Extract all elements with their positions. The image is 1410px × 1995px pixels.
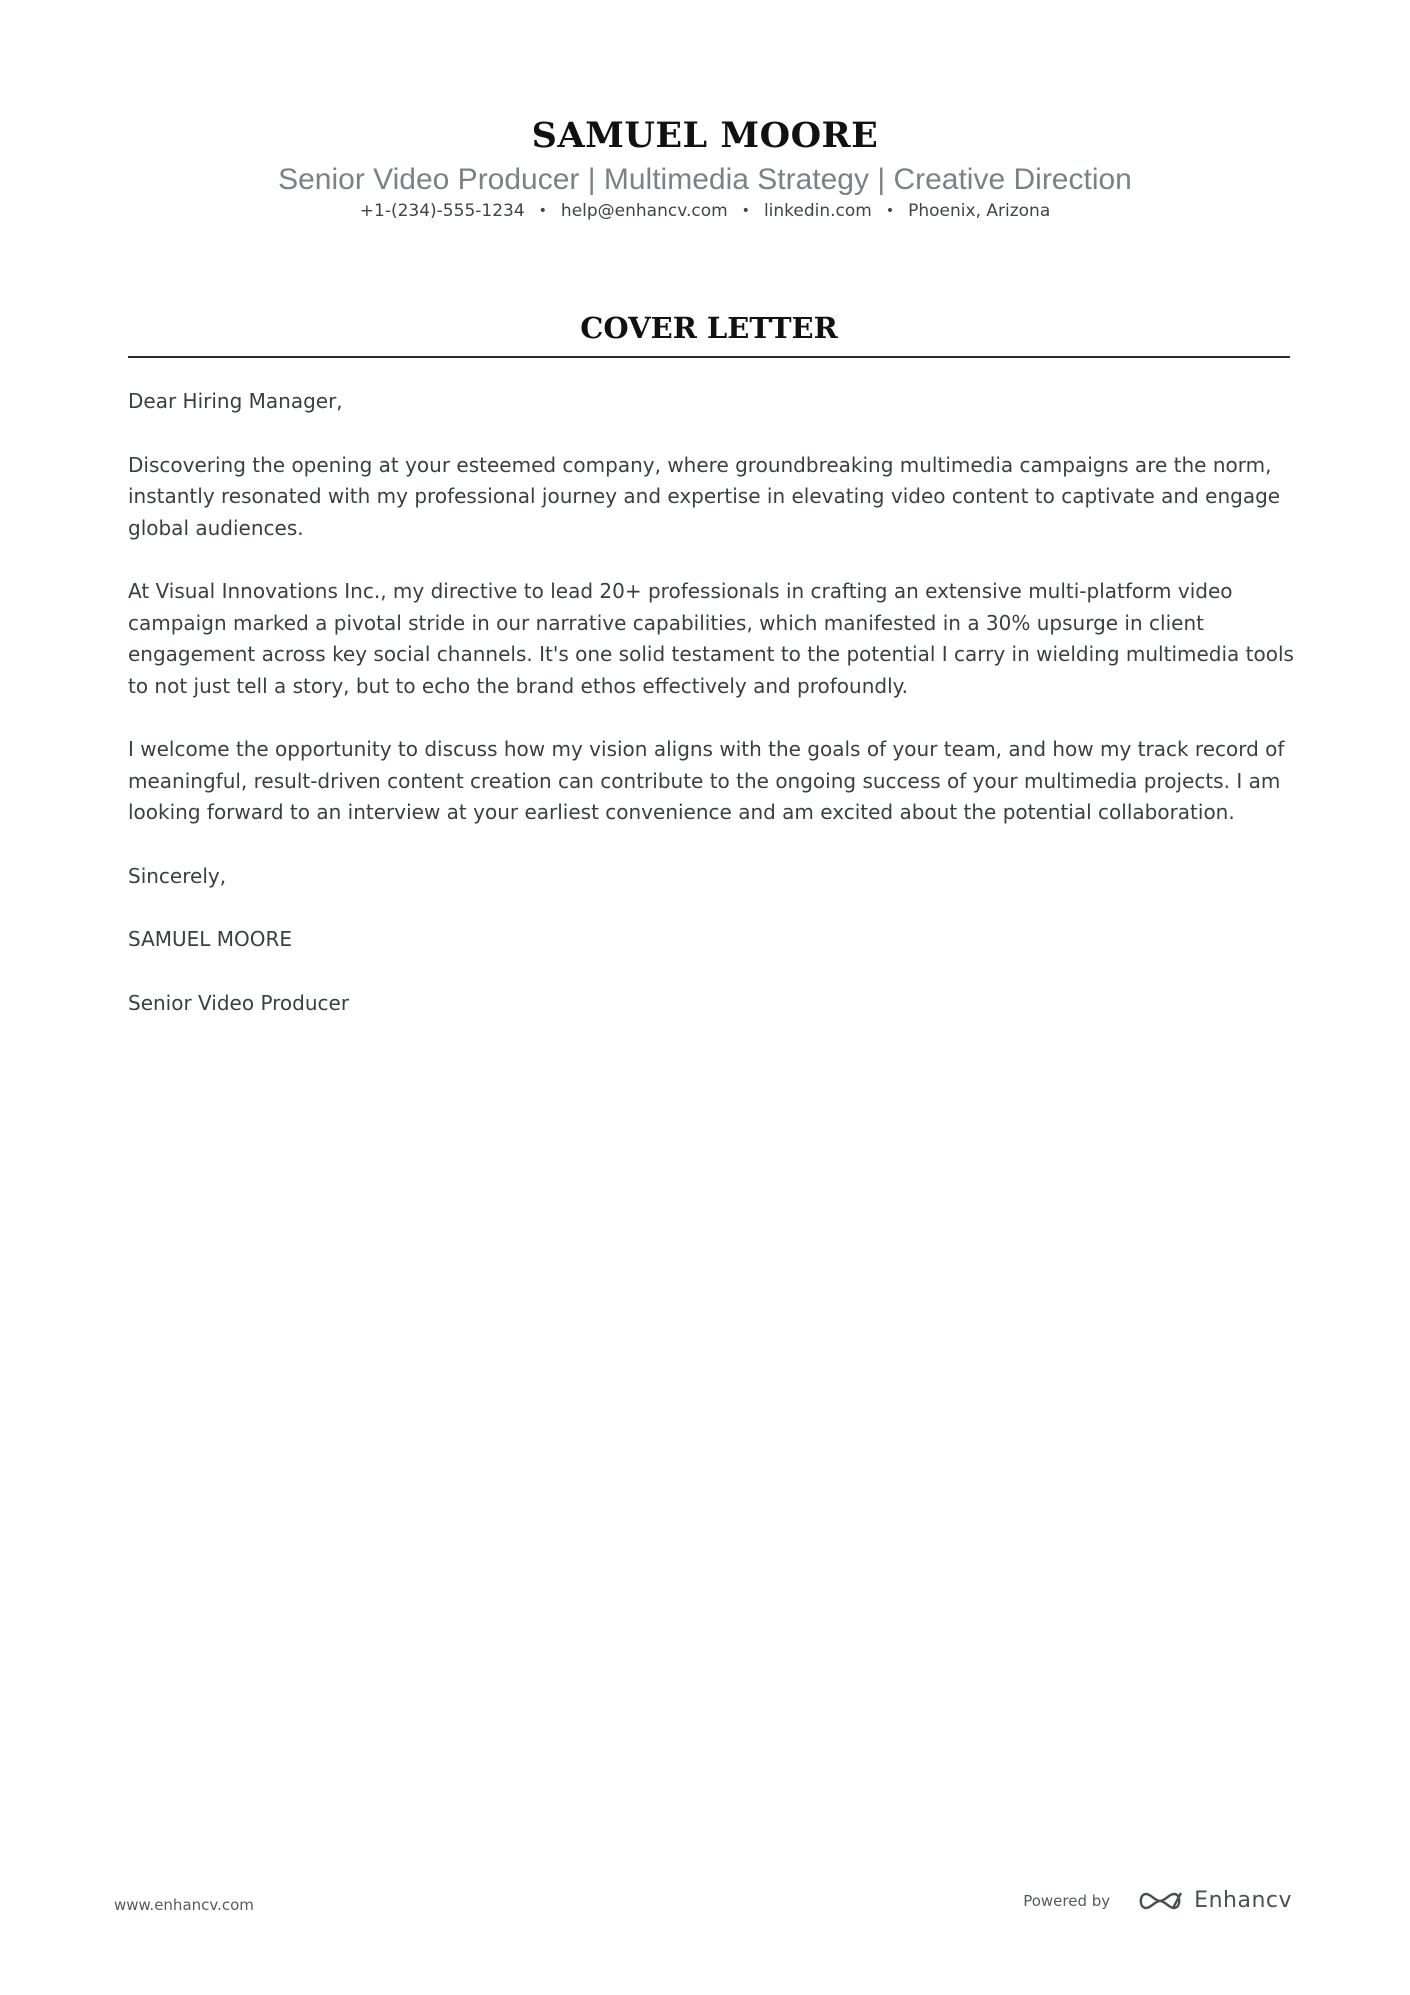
powered-by-label: Powered by	[1023, 1891, 1111, 1910]
contact-linkedin[interactable]: linkedin.com	[763, 201, 872, 221]
candidate-headline: Senior Video Producer | Multimedia Strategy | Creative Direction	[278, 163, 1132, 196]
contact-separator: •	[741, 203, 750, 219]
contact-line	[0, 200, 1410, 222]
letter-closing: Sincerely,	[128, 863, 227, 888]
letter-paragraph: I welcome the opportunity to discuss how my vision aligns with the goals of your team, and how my track record of meaningful, result-driven content creation can contribute to the ongoing success of your multimedia projects. I am looking forward to an interview at your earliest convenience and am excited about the potential collaboration.	[128, 737, 1285, 824]
contact-location: Phoenix, Arizona	[908, 201, 1051, 221]
contact-separator: •	[885, 203, 895, 219]
candidate-name: SAMUEL MOORE	[531, 115, 879, 156]
brand-name[interactable]: Enhancv	[1194, 1888, 1292, 1913]
contact-phone: +1-(234)-555-1234	[359, 201, 525, 221]
letter-paragraph: At Visual Innovations Inc., my directive to lead 20+ professionals in crafting an extensive multi-platform video campaign marked a pivotal stride in our narrative capabilities, which manifested in a 30% upsurge in client engagement across key social channels. It's one solid testament to the potential I carry in wielding multimedia tools to not just tell a story, but to echo the brand ethos effectively and profoundly.	[128, 579, 1294, 698]
letter-paragraph: Discovering the opening at your esteemed company, where groundbreaking multimedia campaigns are the norm, instantly resonated with my professional journey and expertise in elevating video content to captivate and engage global audiences.	[128, 452, 1281, 540]
signature-title: Senior Video Producer	[128, 990, 350, 1015]
footer-website[interactable]: www.enhancv.com	[114, 1896, 254, 1914]
contact-email[interactable]: help@enhancv.com	[560, 201, 728, 221]
letter-body	[128, 386, 1296, 1051]
contact-separator: •	[538, 203, 547, 219]
resume-header	[0, 112, 1410, 222]
enhancv-logo-icon	[1136, 1889, 1184, 1913]
letter-greeting: Dear Hiring Manager,	[128, 389, 343, 413]
section-title: COVER LETTER	[580, 311, 838, 345]
section-divider	[128, 356, 1290, 358]
signature-name: SAMUEL MOORE	[128, 927, 293, 951]
footer-branding	[1023, 1888, 1292, 1913]
